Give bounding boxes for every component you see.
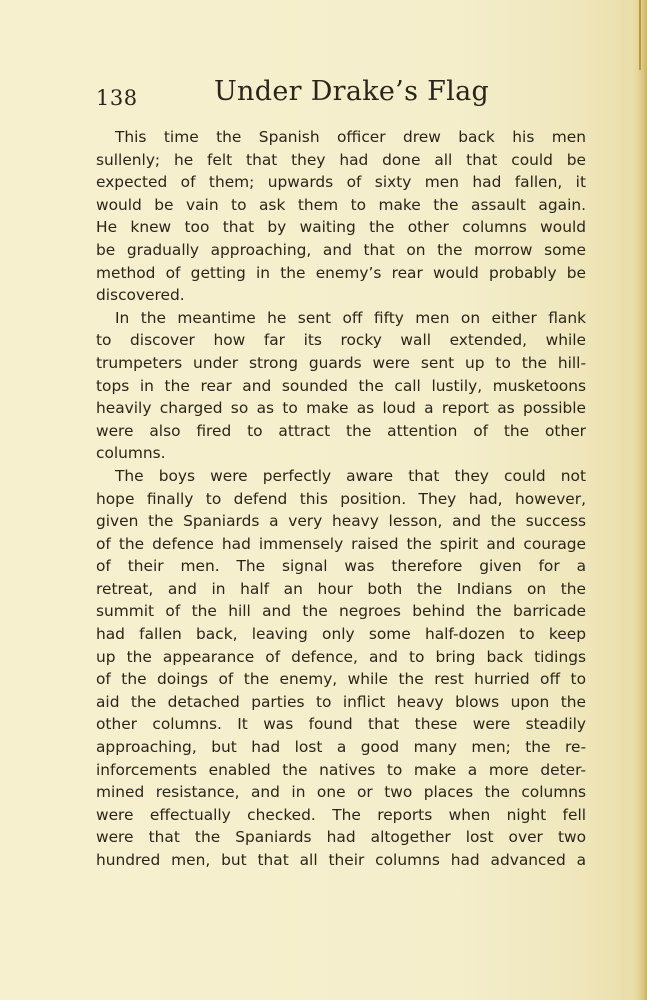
text-line: trumpeters under strong guards were sent up to the hill- (96, 353, 586, 372)
text-line: hope finally to defend this position. They had, however, (96, 489, 586, 508)
text-line: be gradually approaching, and that on the morrow some (96, 240, 586, 259)
running-title: Under Drake’s Flag (214, 76, 490, 107)
text-line: tops in the rear and sounded the call lustily, musketoons (96, 376, 586, 395)
running-head (96, 72, 586, 116)
text-line: of the doings of the enemy, while the rest hurried off to (96, 670, 586, 689)
text-line: summit of the hill and the negroes behind the barricade (96, 602, 586, 621)
text-line: of the defence had immensely raised the spirit and courage (96, 534, 586, 553)
text-line: to discover how far its rocky wall extended, while (96, 331, 586, 350)
text-line: given the Spaniards a very heavy lesson, and the success (96, 512, 586, 531)
text-line: up the appearance of defence, and to bring back tidings (96, 647, 586, 666)
page-edge (633, 0, 647, 1000)
text-line: mined resistance, and in one or two places the columns (96, 783, 586, 802)
text-line: inforcements enabled the natives to make a more deter- (96, 760, 586, 779)
text-line: were also fired to attract the attention of the other (96, 421, 586, 440)
text-line: other columns. It was found that these were steadily (96, 715, 586, 734)
text-line: sullenly; he felt that they had done all that could be (96, 150, 586, 169)
text-line: approaching, but had lost a good many men; the re- (96, 738, 586, 757)
text-line: hundred men, but that all their columns had advanced a (96, 851, 586, 869)
text-line: were that the Spaniards had altogether lost over two (96, 828, 586, 847)
page-edge-line (639, 0, 641, 70)
text-line: retreat, and in half an hour both the Indians on the (96, 579, 586, 598)
text-line: In the meantime he sent off fifty men on either flank (115, 308, 586, 327)
text-line: He knew too that by waiting the other columns would (96, 218, 586, 237)
text-line: of their men. The signal was therefore given for a (96, 557, 586, 576)
text-line: expected of them; upwards of sixty men had fallen, it (96, 173, 586, 192)
text-line: discovered. (96, 286, 185, 305)
text-line: columns. (96, 444, 166, 463)
text-line: The boys were perfectly aware that they could not (115, 466, 586, 485)
paragraph-2 (96, 307, 586, 465)
text-line: had fallen back, leaving only some half-dozen to keep (96, 625, 586, 644)
text-line: This time the Spanish officer drew back his men (115, 128, 586, 146)
text-line: were effectually checked. The reports when night fell (96, 805, 586, 824)
paragraph-3 (96, 465, 586, 872)
text-line: would be vain to ask them to make the assault again. (96, 195, 586, 214)
paragraph-1 (96, 126, 586, 307)
text-line: method of getting in the enemy’s rear would probably be (96, 263, 586, 282)
page-number: 138 (96, 86, 138, 110)
text-line: heavily charged so as to make as loud a report as possible (96, 399, 586, 418)
text-line: aid the detached parties to inflict heavy blows upon the (96, 692, 586, 711)
body-text (96, 126, 586, 872)
